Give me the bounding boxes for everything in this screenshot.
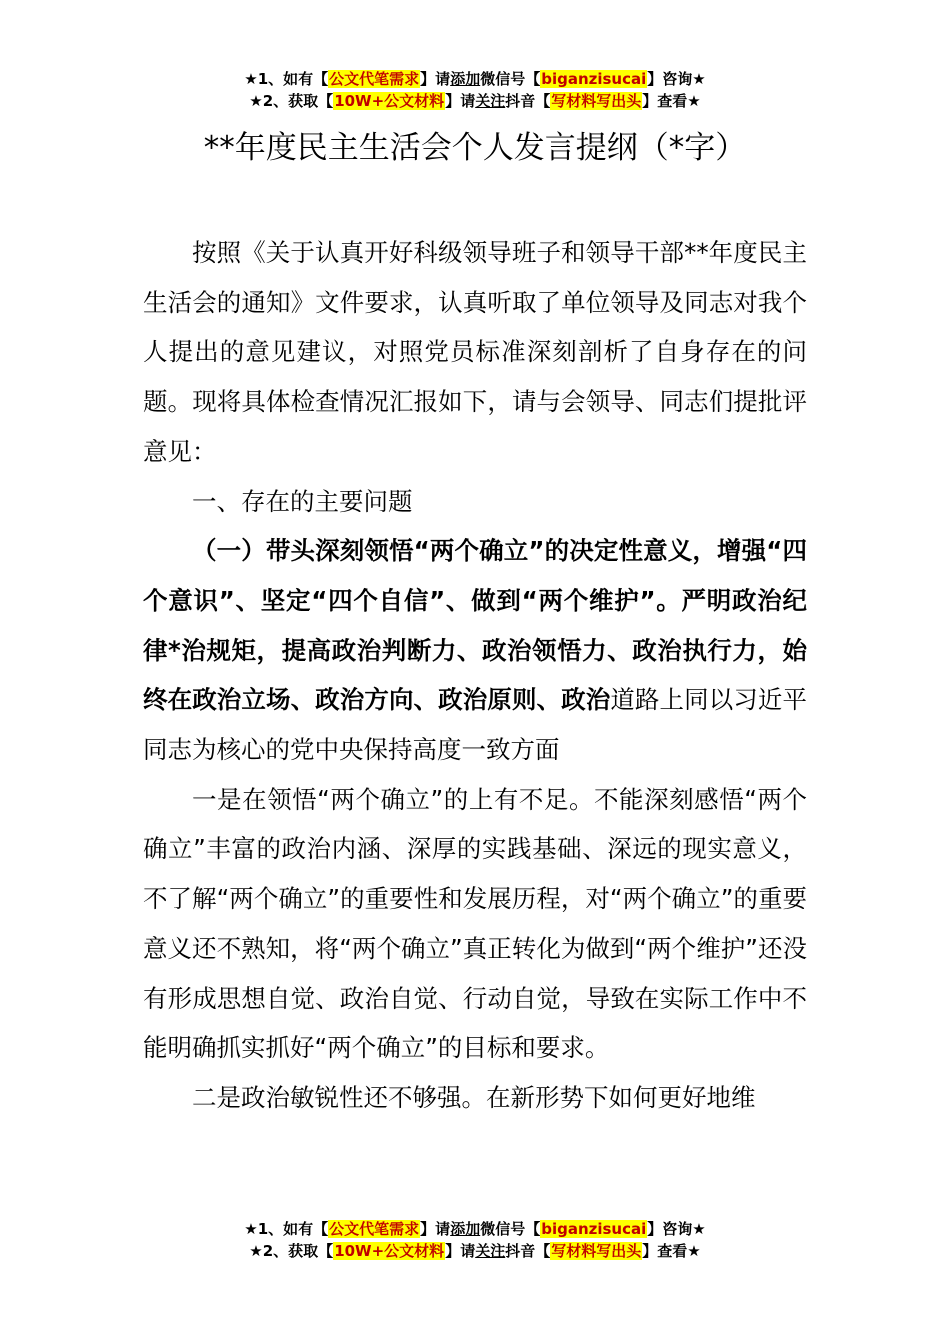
banner-line-1: ★1、如有【公文代笔需求】请添加微信号【biganzisucai】咨询★ [244, 1220, 706, 1238]
paragraph-1: 一是在领悟“两个确立”的上有不足。不能深刻感悟“两个确立”丰富的政治内涵、深厚的实践基础、深远的现实意义，不了解“两个确立”的重要性和发展历程，对“两个确立”的重要意义还不熟知，将“两个确立”真正转化为做到“两个维护”还没有形成思想自觉、政治自觉、行动自觉，导致在实际工作中不能明确抓实抓好“两个确立”的目标和要求。 [143, 784, 807, 1063]
item-heading: （一）带头深刻领悟“两个确立”的决定性意义，增强“四个意识”、坚定“四个自信”、做到“两个维护”。严明政治纪律*治规矩，提高政治判断力、政治领悟力、政治执行力，始终在政治立场、政治方向、政治原则、政治道路上同以习近平同志为核心的党中央保持高度一致方面 [143, 536, 808, 765]
wechat-id: biganzisucai [541, 1220, 647, 1238]
header-banner [0, 68, 950, 112]
intro-paragraph: 按照《关于认真开好科级领导班子和领导干部**年度民主生活会的通知》文件要求，认真听取了单位领导及同志对我个人提出的意见建议，对照党员标准深刻剖析了自身存在的问题。现将具体检查情况汇报如下，请与会领导、同志们提批评意见： [143, 238, 807, 466]
document-title: **年度民主生活会个人发言提纲（*字） [203, 130, 747, 166]
douyin-id: 写材料写出头 [551, 92, 642, 110]
paragraph-2: 二是政治敏锐性还不够强。在新形势下如何更好地维 [192, 1082, 756, 1112]
wechat-id: biganzisucai [541, 70, 647, 88]
douyin-id: 写材料写出头 [551, 1242, 642, 1260]
banner-line-2: ★2、获取【10W+公文材料】请关注抖音【写材料写出头】查看★ [249, 92, 701, 110]
section-heading: 一、存在的主要问题 [192, 486, 413, 516]
banner-line-2: ★2、获取【10W+公文材料】请关注抖音【写材料写出头】查看★ [249, 1242, 701, 1260]
document-body [143, 228, 807, 1123]
banner-line-1: ★1、如有【公文代笔需求】请添加微信号【biganzisucai】咨询★ [244, 70, 706, 88]
footer-banner [0, 1218, 950, 1262]
